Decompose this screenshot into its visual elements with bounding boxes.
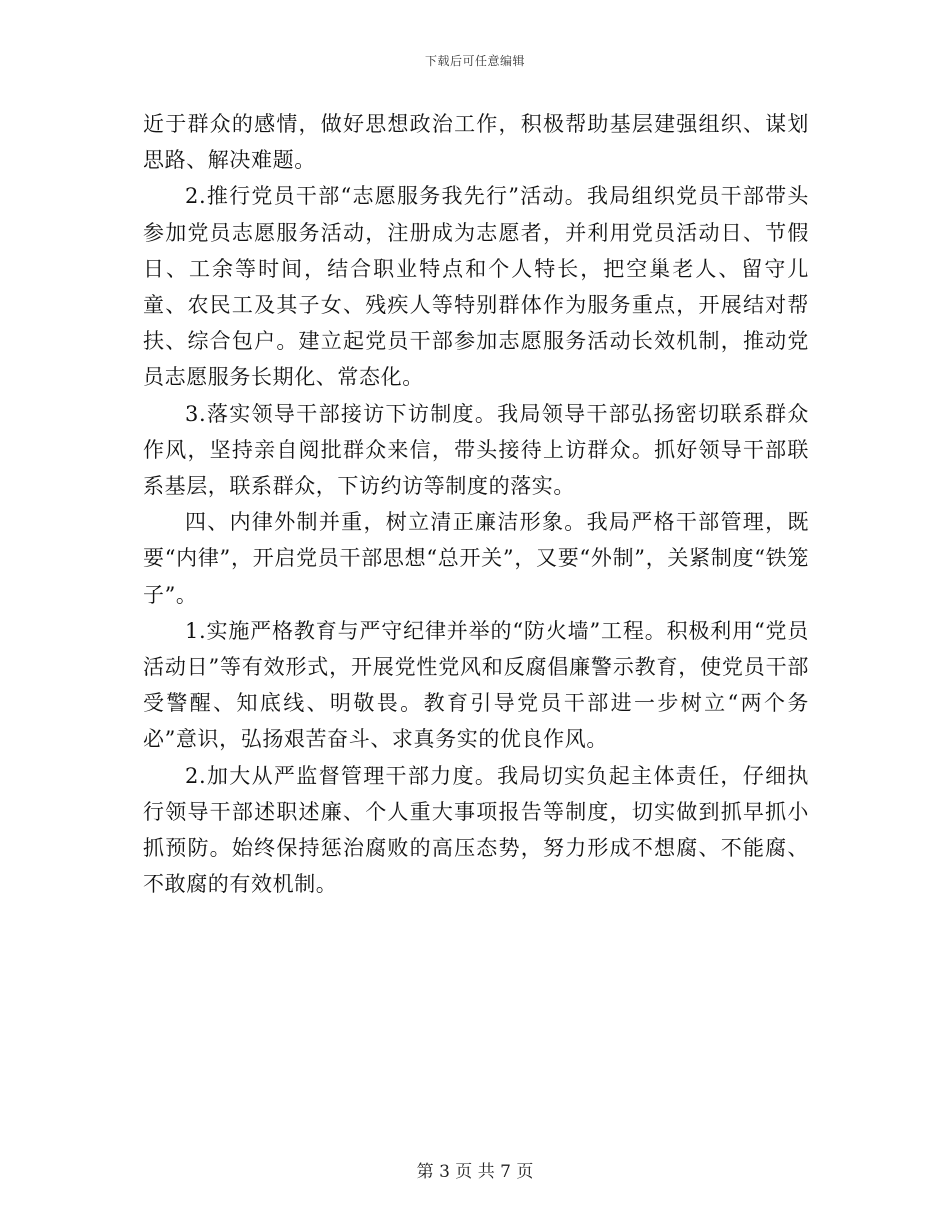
page-number-footer: 第 3 页 共 7 页	[416, 1162, 534, 1182]
paragraph-strict-supervision: 2.加大从严监督管理干部力度。我局切实负起主体责任，仔细执行领导干部述职述廉、个人重大事项报告等制度，切实做到抓早抓小抓预防。始终保持惩治腐败的高压态势，努力形成不想腐、不能腐、不敢腐的有效机制。	[143, 763, 809, 897]
page-header: 下载后可任意编辑	[424, 54, 525, 68]
paragraph-petition-visits: 3.落实领导干部接访下访制度。我局领导干部弘扬密切联系群众作风，坚持亲自阅批群众来信，带头接待上访群众。抓好领导干部联系基层，联系群众，下访约访等制度的落实。	[143, 401, 809, 499]
paragraph-firewall-project: 1.实施严格教育与严守纪律并举的“防火墙”工程。积极利用“党员活动日”等有效形式，开展党性党风和反腐倡廉警示教育，使党员干部受警醒、知底线、明敬畏。教育引导党员干部进一步树立“两个务必”意识，弘扬艰苦奋斗、求真务实的优良作风。	[143, 618, 809, 752]
paragraph-continuation: 近于群众的感情，做好思想政治工作，积极帮助基层建强组织、谋划思路、解决难题。	[143, 112, 809, 173]
paragraph-volunteer-service: 2.推行党员干部“志愿服务我先行”活动。我局组织党员干部带头参加党员志愿服务活动，注册成为志愿者，并利用党员活动日、节假日、工余等时间，结合职业特点和个人特长，把空巢老人、留守儿童、农民工及其子女、残疾人等特别群体作为服务重点，开展结对帮扶、综合包户。建立起党员干部参加志愿服务活动长效机制，推动党员志愿服务长期化、常态化。	[143, 184, 809, 390]
document-body	[143, 106, 809, 902]
paragraph-section-four: 四、内律外制并重，树立清正廉洁形象。我局严格干部管理，既要“内律”，开启党员干部思想“总开关”，又要“外制”，关紧制度“铁笼子”。	[143, 510, 809, 607]
